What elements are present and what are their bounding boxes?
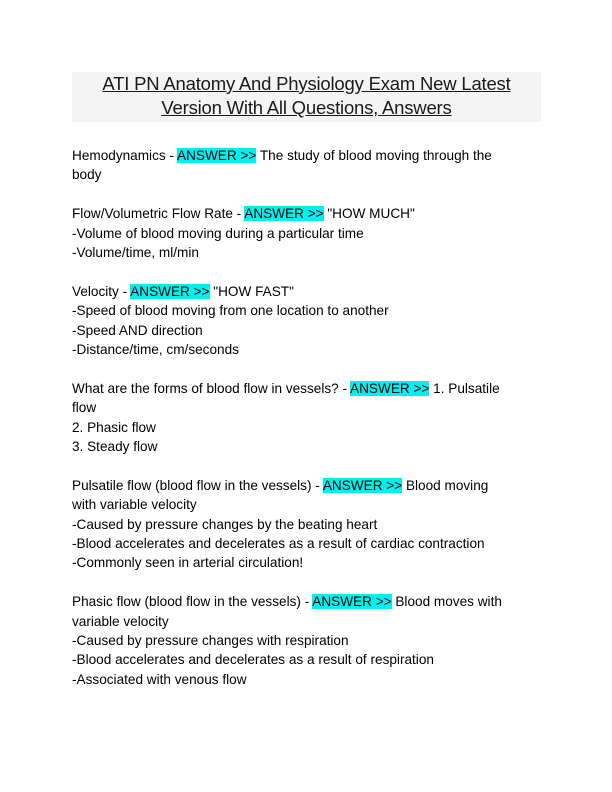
question-text: Phasic flow (blood flow in the vessels) - (72, 594, 313, 610)
answer-line: -Blood accelerates and decelerates as a result of respiration (72, 652, 434, 668)
qa-first-line (72, 476, 542, 495)
answer-line: -Associated with venous flow (72, 671, 247, 687)
answer-line: -Blood accelerates and decelerates as a result of cardiac contraction (72, 536, 485, 552)
answer-tag: ANSWER >> (350, 380, 430, 396)
title-line: Version With All Questions, Answers (161, 97, 452, 118)
qa-first-line (72, 379, 542, 398)
qa-item (72, 146, 542, 185)
answer-text: Blood moves with (391, 594, 502, 610)
question-text: Flow/Volumetric Flow Rate - (72, 206, 245, 222)
qa-item (72, 282, 542, 360)
answer-line: -Commonly seen in arterial circulation! (72, 555, 304, 571)
answer-line: variable velocity (72, 613, 169, 629)
question-text: Pulsatile flow (blood flow in the vessels) - (72, 477, 323, 493)
answer-line: body (72, 167, 102, 183)
answer-line: -Volume of blood moving during a particular time (72, 225, 364, 241)
answer-tag: ANSWER >> (130, 283, 210, 299)
qa-first-line (72, 282, 542, 301)
answer-line: -Speed of blood moving from one location to another (72, 303, 389, 319)
qa-list (72, 146, 542, 709)
answer-line: with variable velocity (72, 497, 197, 513)
answer-text: Blood moving (402, 477, 489, 493)
answer-line: -Caused by pressure changes by the beating heart (72, 516, 378, 532)
question-text: What are the forms of blood flow in vessels? - (72, 380, 351, 396)
answer-tag: ANSWER >> (322, 477, 403, 493)
answer-line: -Caused by pressure changes with respiration (72, 633, 349, 649)
qa-item (72, 204, 542, 262)
answer-text: "HOW FAST" (209, 283, 294, 299)
qa-first-line (72, 592, 542, 611)
answer-line: -Volume/time, ml/min (72, 245, 199, 261)
title-line: ATI PN Anatomy And Physiology Exam New Latest (102, 73, 511, 94)
answer-tag: ANSWER >> (312, 594, 392, 610)
qa-item (72, 592, 542, 689)
document-title (72, 72, 541, 122)
answer-line: -Distance/time, cm/seconds (72, 342, 239, 358)
qa-first-line (72, 204, 542, 223)
answer-text: The study of blood moving through the (256, 148, 492, 163)
answer-line: -Speed AND direction (72, 322, 203, 338)
answer-line: 3. Steady flow (72, 439, 158, 455)
question-text: Hemodynamics - (72, 148, 178, 163)
answer-text: "HOW MUCH" (323, 206, 415, 222)
qa-item (72, 476, 542, 573)
answer-line: 2. Phasic flow (72, 419, 156, 435)
answer-tag: ANSWER >> (244, 206, 324, 222)
question-text: Velocity - (72, 283, 131, 299)
answer-tag: ANSWER >> (177, 148, 257, 163)
qa-item (72, 379, 542, 457)
answer-text: 1. Pulsatile (429, 380, 500, 396)
answer-line: flow (72, 400, 97, 416)
qa-first-line (72, 146, 542, 165)
